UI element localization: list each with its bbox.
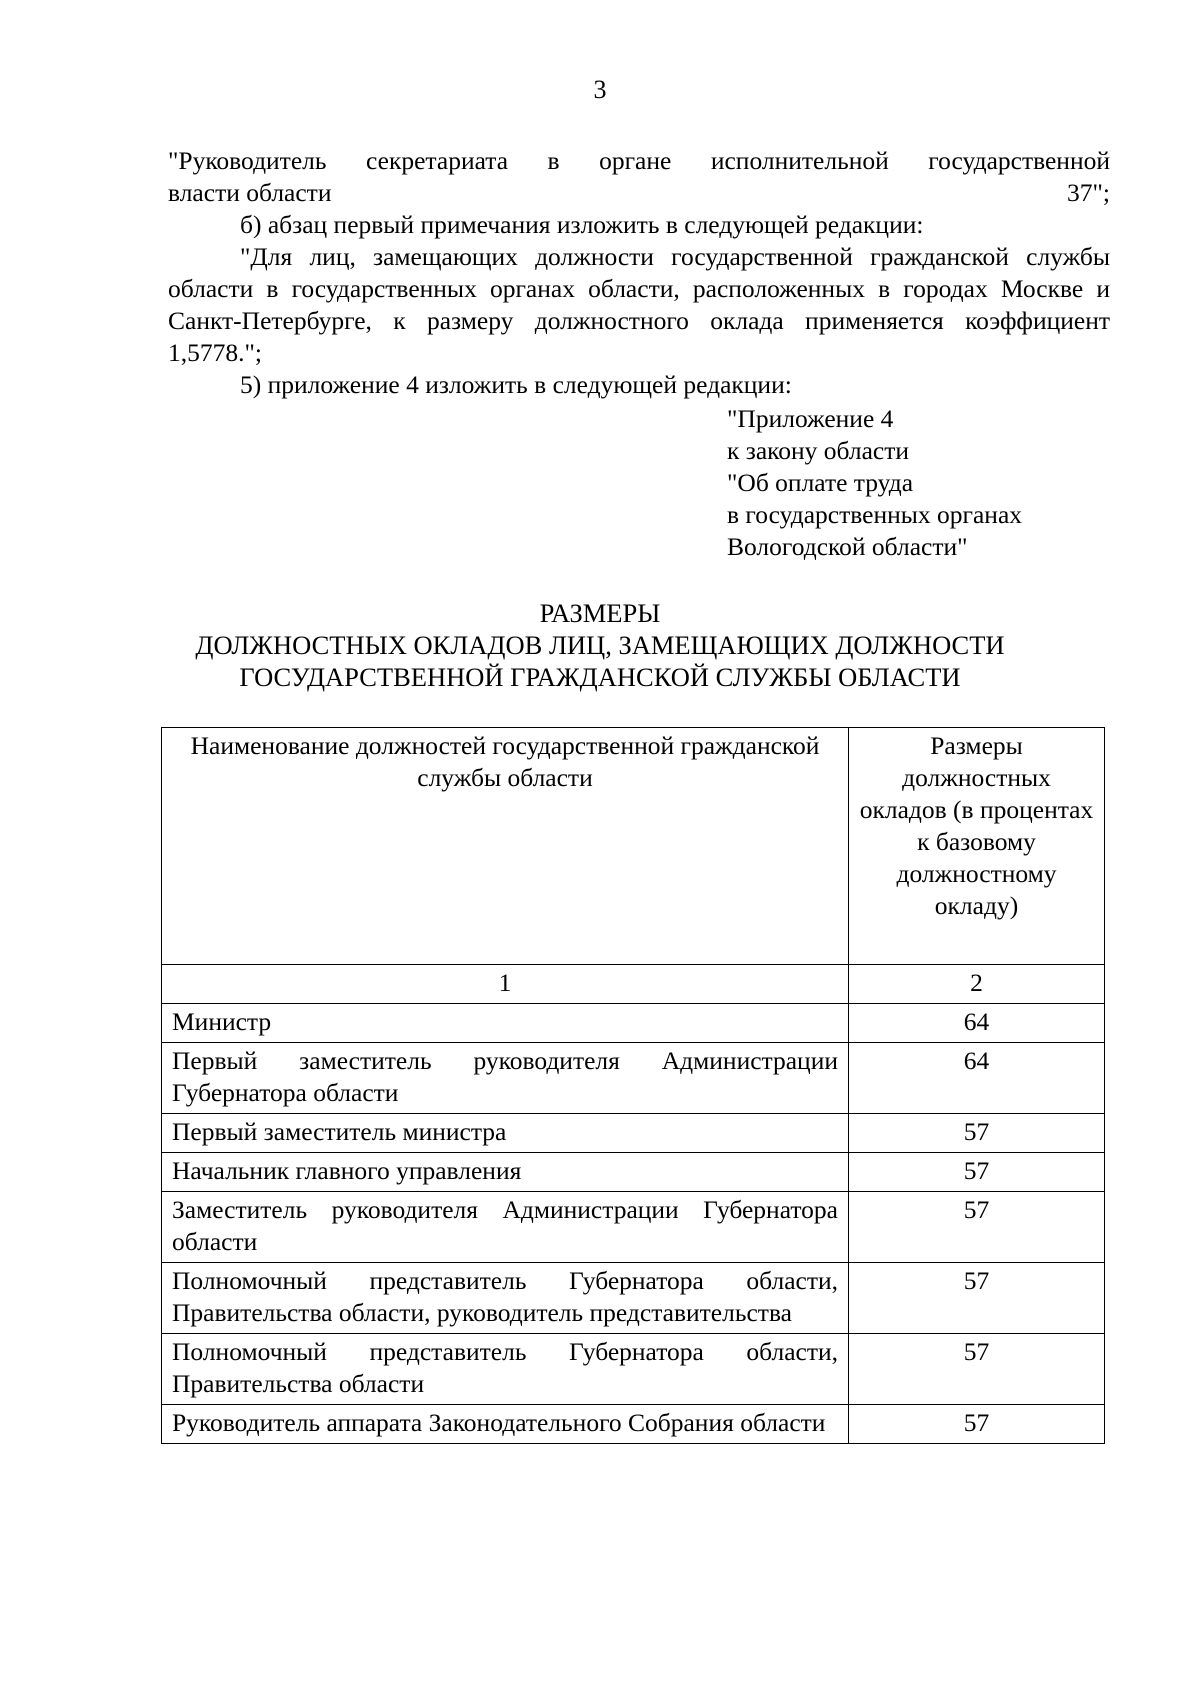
body-text [168, 145, 1110, 401]
table-row [162, 1043, 1105, 1114]
document-title [0, 597, 1200, 693]
row-value: 57 [849, 1192, 1105, 1263]
title-line-3: ГОСУДАРСТВЕННОЙ ГРАЖДАНСКОЙ СЛУЖБЫ ОБЛАСТИ [239, 662, 961, 692]
paragraph-1-left: власти области [168, 178, 332, 207]
row-name: Полномочный представитель Губернатора области, Правительства области [162, 1334, 849, 1405]
header-position-name: Наименование должностей государственной гражданской службы области [162, 728, 849, 965]
title-line-2: ДОЛЖНОСТНЫХ ОКЛАДОВ ЛИЦ, ЗАМЕЩАЮЩИХ ДОЛЖНОСТИ [195, 630, 1005, 660]
table-row [162, 1263, 1105, 1334]
appendix-line-2: к закону области [727, 436, 910, 465]
appendix-reference [727, 403, 1127, 563]
column-number-1: 1 [162, 965, 849, 1004]
table-row [162, 1114, 1105, 1153]
row-value: 64 [849, 1043, 1105, 1114]
paragraph-1-line-1: "Руководитель секретариата в органе исполнительной государственной [168, 146, 1110, 175]
row-name: Начальник главного управления [162, 1153, 849, 1192]
row-name: Первый заместитель руководителя Администрации Губернатора области [162, 1043, 849, 1114]
paragraph-3: "Для лиц, замещающих должности государственной гражданской службы области в государственных органах области, расположенных в городах Москве и Санкт-Петербурге, к размеру должностного оклада применяется коэффициент 1,5778."; [168, 242, 1110, 367]
appendix-line-1: "Приложение 4 [727, 404, 894, 433]
table-row [162, 1192, 1105, 1263]
table-header-row [162, 728, 1105, 965]
row-name: Министр [162, 1004, 849, 1043]
paragraph-4: 5) приложение 4 изложить в следующей редакции: [240, 370, 792, 399]
row-value: 57 [849, 1153, 1105, 1192]
row-name: Полномочный представитель Губернатора области, Правительства области, руководитель представительства [162, 1263, 849, 1334]
row-name: Заместитель руководителя Администрации Губернатора области [162, 1192, 849, 1263]
paragraph-1-right: 37"; [1067, 178, 1110, 207]
row-value: 64 [849, 1004, 1105, 1043]
row-name: Руководитель аппарата Законодательного Собрания области [162, 1405, 849, 1444]
row-value: 57 [849, 1334, 1105, 1405]
table-row [162, 1004, 1105, 1043]
row-value: 57 [849, 1405, 1105, 1444]
paragraph-1-line-2 [168, 177, 1110, 209]
row-value: 57 [849, 1263, 1105, 1334]
table-row [162, 1405, 1105, 1444]
salary-table [161, 727, 1105, 1444]
appendix-line-5: Вологодской области" [727, 532, 968, 561]
header-salary-size: Размеры должностных окладов (в процентах к базовому должностному окладу) [849, 728, 1105, 965]
column-number-2: 2 [849, 965, 1105, 1004]
table-row [162, 1334, 1105, 1405]
paragraph-2: б) абзац первый примечания изложить в следующей редакции: [240, 210, 924, 239]
appendix-line-4: в государственных органах [727, 500, 1023, 529]
page-number: 3 [593, 75, 607, 104]
row-value: 57 [849, 1114, 1105, 1153]
appendix-line-3: "Об оплате труда [727, 468, 914, 497]
table-row [162, 1153, 1105, 1192]
row-name: Первый заместитель министра [162, 1114, 849, 1153]
title-line-1: РАЗМЕРЫ [539, 598, 661, 628]
table-column-numbers-row [162, 965, 1105, 1004]
